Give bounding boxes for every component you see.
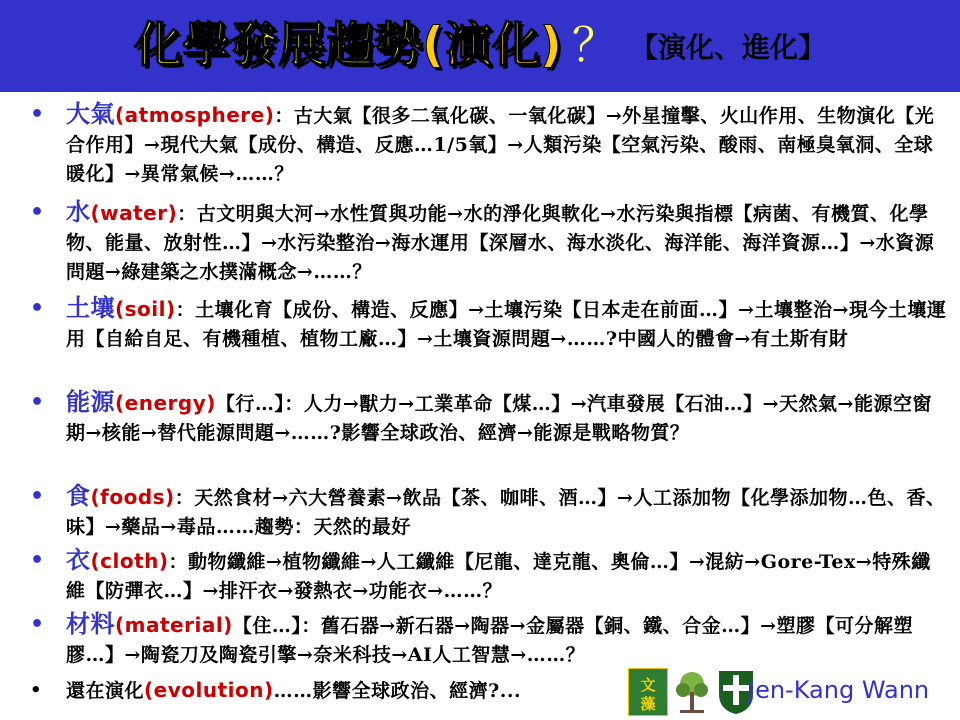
- svg-text:藻: 藻: [640, 695, 656, 713]
- title-main: 化學發展趨勢: [134, 17, 423, 73]
- english-term: (atmosphere): [115, 103, 275, 127]
- bullet-icon: •: [30, 680, 42, 701]
- bullet-icon: •: [30, 200, 45, 225]
- school-logo: [628, 668, 668, 716]
- item-body: ：土壤化育【成份、構造、反應】→土壤污染【日本走在前面…】→土壤整治→現今土壤運用【自給自足、有機種植、植物工廠…】→土壤資源問題→……?中國人的體會→有土斯有財: [66, 299, 947, 350]
- english-term: (water): [90, 201, 178, 225]
- title-paren: (演化): [422, 17, 562, 73]
- item-body: ：古大氣【很多二氧化碳、一氧化碳】→外星撞擊、火山作用、生物演化【光合作用】→現代大氣【成份、構造、反應…1/5氧】→人類污染【空氣污染、酸雨、南極臭氧洞、全球暖化】→異常氣候→……？: [66, 105, 935, 185]
- bullet-icon: •: [30, 390, 45, 415]
- bullet-icon: •: [30, 102, 45, 127]
- title-subtitle: 【演化、進化】: [629, 31, 826, 64]
- list-item-atmosphere: [30, 100, 948, 189]
- keyword: 衣: [66, 546, 91, 574]
- keyword: 食: [66, 482, 91, 510]
- keyword: 水: [66, 198, 91, 226]
- author-name: Jen-Kang Wann: [748, 676, 930, 704]
- english-term: (material): [115, 613, 233, 637]
- list-item-soil: [30, 294, 948, 354]
- list-item-water: [30, 198, 948, 287]
- slide-title: [0, 6, 960, 75]
- english-term: (cloth): [90, 549, 169, 573]
- english-term: (energy): [115, 391, 216, 415]
- item-body: 【行…】：人力→獸力→工業革命【煤…】→汽車發展【石油…】→天然氣→能源空窗期→核能→替代能源問題→……?影響全球政治、經濟→能源是戰略物質？: [66, 393, 932, 444]
- list-item-evolution: [30, 676, 590, 706]
- keyword: 能源: [66, 388, 115, 416]
- bullet-icon: •: [30, 612, 45, 637]
- item-post: ……影響全球政治、經濟?...: [273, 680, 522, 702]
- english-term: (soil): [115, 297, 176, 321]
- english-term: (evolution): [144, 678, 274, 702]
- list-item-material: [30, 610, 948, 670]
- bullet-icon: •: [30, 548, 45, 573]
- list-item-cloth: [30, 546, 948, 606]
- keyword: 大氣: [66, 100, 115, 128]
- item-body: ：天然食材→六大營養素→飲品【茶、咖啡、酒…】→人工添加物【化學添加物…色、香、味】→藥品→毒品……趨勢：天然的最好: [66, 487, 946, 538]
- tree-logo: [672, 668, 712, 716]
- bullet-icon: •: [30, 484, 45, 509]
- list-item-foods: [30, 482, 948, 542]
- keyword: 土壤: [66, 294, 115, 322]
- item-pre: 還在演化: [66, 680, 145, 702]
- list-item-energy: [30, 388, 948, 448]
- item-body: ：古文明與大河→水性質與功能→水的淨化與軟化→水污染與指標【病菌、有機質、化學物、能量、放射性…】→水污染整治→海水運用【深層水、海水淡化、海洋能、海洋資源…】→水資源問題→綠建築之水撲滿概念→……？: [66, 203, 935, 283]
- item-body: 【住…】：舊石器→新石器→陶器→金屬器【銅、鐵、合金…】→塑膠【可分解塑膠…】→陶瓷刀及陶瓷引擎→奈米科技→AI人工智慧→……？: [66, 615, 913, 666]
- title-question: ？: [571, 18, 618, 72]
- english-term: (foods): [90, 485, 175, 509]
- item-body: ：動物纖維→植物纖維→人工纖維【尼龍、達克龍、奧倫…】→混紡→Gore-Tex→特殊纖維【防彈衣…】→排汗衣→發熱衣→功能衣→……？: [66, 551, 931, 602]
- keyword: 材料: [66, 610, 115, 638]
- bullet-icon: •: [30, 296, 45, 321]
- svg-text:文: 文: [640, 676, 656, 694]
